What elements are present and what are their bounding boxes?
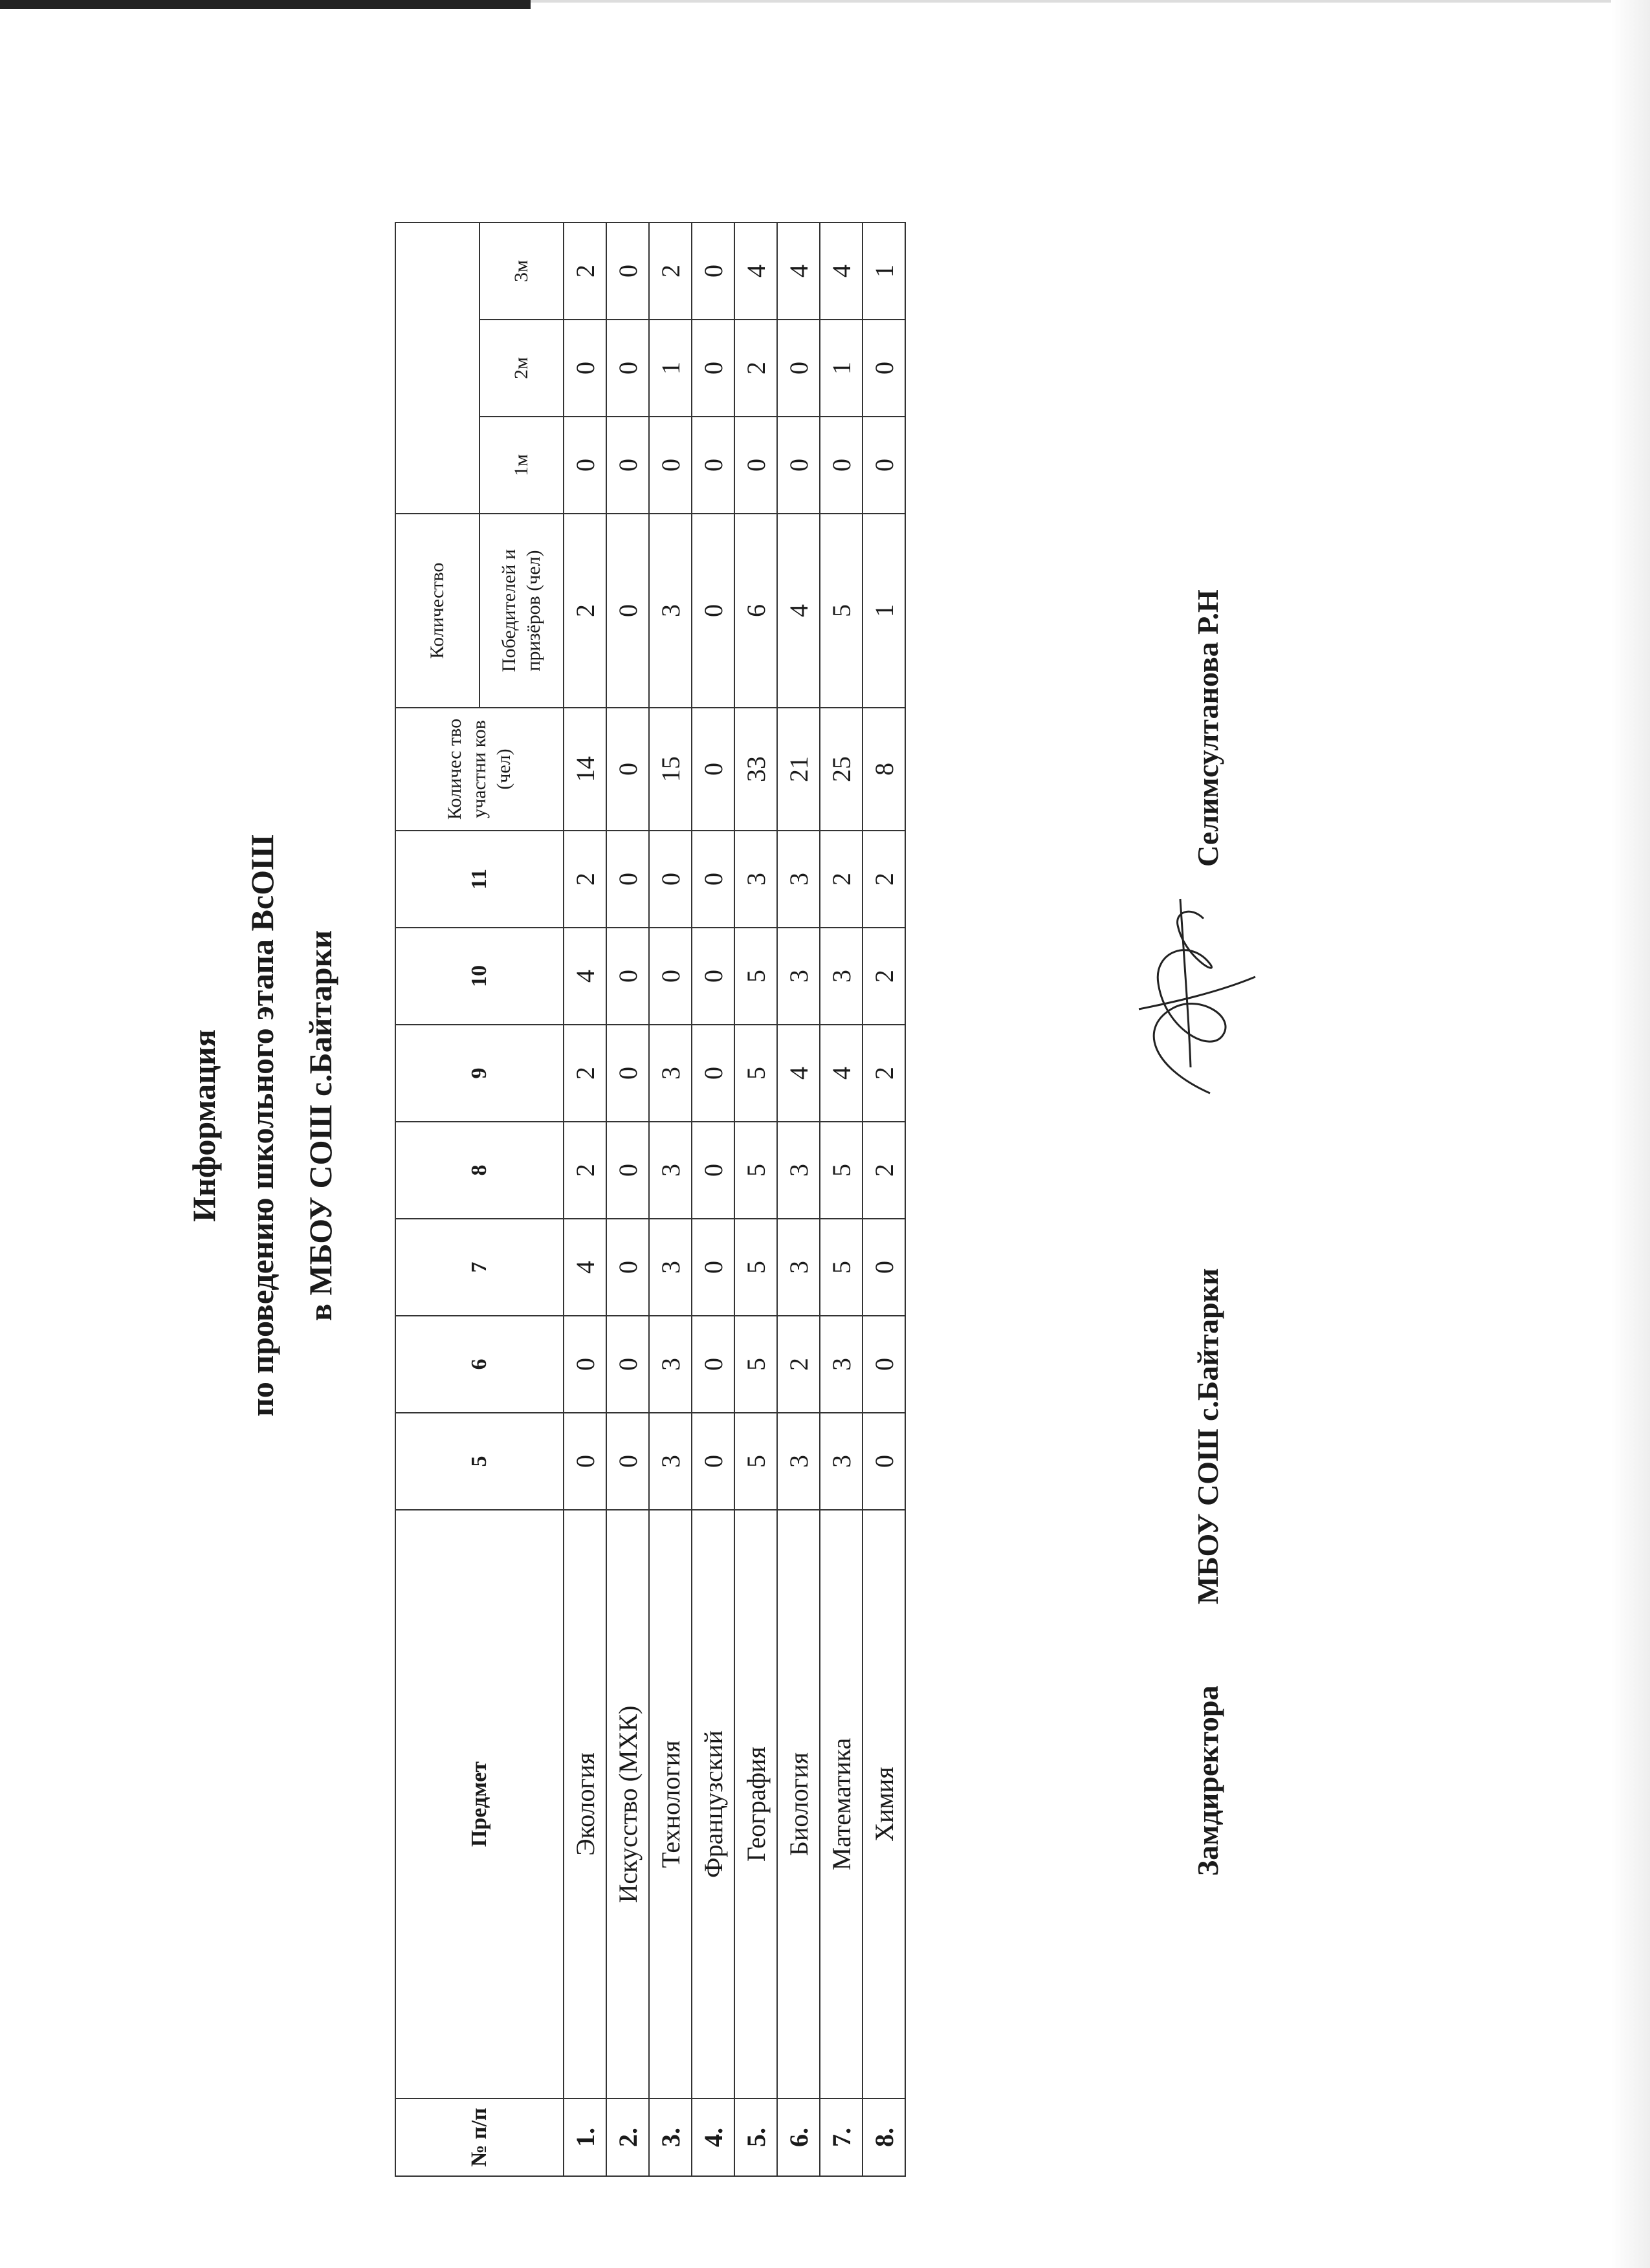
table-row	[777, 223, 820, 2176]
row-number: 5.	[734, 2099, 777, 2176]
row-subject: Химия	[863, 1510, 905, 2099]
grade-count-cell: 3	[649, 1316, 692, 1413]
header-grade-6: 6	[395, 1316, 564, 1413]
header-grade-9: 9	[395, 1025, 564, 1122]
title-block	[175, 52, 349, 2199]
grade-count-cell: 0	[606, 1025, 649, 1122]
grade-count-cell: 0	[649, 928, 692, 1025]
scan-edge	[0, 0, 531, 9]
row-number: 6.	[777, 2099, 820, 2176]
winners-cell: 1	[863, 514, 905, 708]
header-place-1: 1м	[479, 417, 564, 514]
header-num: № п/п	[395, 2099, 564, 2176]
header-participants: Количес тво участни ков (чел)	[395, 708, 564, 831]
participants-cell: 14	[564, 708, 606, 831]
grade-count-cell: 0	[649, 831, 692, 928]
grade-count-cell: 2	[863, 1122, 905, 1219]
participants-cell: 0	[606, 708, 649, 831]
table-row	[564, 223, 606, 2176]
winners-cell: 5	[820, 514, 863, 708]
row-subject: Искусство (МХК)	[606, 1510, 649, 2099]
grade-count-cell: 5	[820, 1219, 863, 1316]
title-line-2: по проведению школьного этапа ВсОШ	[244, 834, 280, 1417]
table-row	[734, 223, 777, 2176]
place-cell: 0	[606, 320, 649, 417]
grade-count-cell: 0	[606, 1316, 649, 1413]
grade-count-cell: 0	[863, 1219, 905, 1316]
grade-count-cell: 2	[777, 1316, 820, 1413]
participants-cell: 0	[692, 708, 734, 831]
header-subject: Предмет	[395, 1510, 564, 2099]
grade-count-cell: 0	[564, 1316, 606, 1413]
grade-count-cell: 3	[777, 1219, 820, 1316]
title-line-1: Информация	[186, 1029, 222, 1222]
footer-name: Селимсултанова Р.Н	[1191, 589, 1224, 867]
grade-count-cell: 5	[734, 928, 777, 1025]
participants-cell: 21	[777, 708, 820, 831]
place-cell: 0	[606, 417, 649, 514]
header-grade-5: 5	[395, 1413, 564, 1510]
grade-count-cell: 2	[863, 928, 905, 1025]
grade-count-cell: 2	[564, 831, 606, 928]
grade-count-cell: 0	[692, 1219, 734, 1316]
grade-count-cell: 0	[863, 1413, 905, 1510]
table-row	[649, 223, 692, 2176]
row-number: 2.	[606, 2099, 649, 2176]
grade-count-cell: 3	[820, 1316, 863, 1413]
row-number: 3.	[649, 2099, 692, 2176]
title-line-3: в МБОУ СОШ с.Байтарки	[302, 930, 338, 1322]
header-winners-sub: Победителей и призёров (чел)	[479, 514, 564, 708]
header-place-2: 2м	[479, 320, 564, 417]
header-winners-top: Количество	[395, 514, 479, 708]
grade-count-cell: 5	[734, 1413, 777, 1510]
place-cell: 0	[564, 417, 606, 514]
handwritten-signature	[1113, 893, 1268, 1106]
header-grade-8: 8	[395, 1122, 564, 1219]
grade-count-cell: 0	[692, 1025, 734, 1122]
grade-count-cell: 0	[606, 831, 649, 928]
results-table	[395, 222, 906, 2177]
row-subject: Экология	[564, 1510, 606, 2099]
scan-shade	[1611, 0, 1650, 2268]
place-cell: 0	[649, 417, 692, 514]
grade-count-cell: 0	[606, 928, 649, 1025]
row-number: 4.	[692, 2099, 734, 2176]
grade-count-cell: 4	[820, 1025, 863, 1122]
place-cell: 0	[606, 223, 649, 320]
winners-cell: 3	[649, 514, 692, 708]
place-cell: 0	[692, 417, 734, 514]
winners-cell: 0	[692, 514, 734, 708]
place-cell: 0	[777, 417, 820, 514]
grade-count-cell: 0	[692, 1316, 734, 1413]
place-cell: 0	[777, 320, 820, 417]
grade-count-cell: 5	[734, 1025, 777, 1122]
table-row	[820, 223, 863, 2176]
grade-count-cell: 3	[649, 1413, 692, 1510]
place-cell: 4	[734, 223, 777, 320]
place-cell: 1	[820, 320, 863, 417]
grade-count-cell: 0	[564, 1413, 606, 1510]
row-number: 7.	[820, 2099, 863, 2176]
grade-count-cell: 4	[564, 928, 606, 1025]
row-subject: География	[734, 1510, 777, 2099]
place-cell: 1	[863, 223, 905, 320]
grade-count-cell: 3	[820, 928, 863, 1025]
grade-count-cell: 2	[820, 831, 863, 928]
row-number: 1.	[564, 2099, 606, 2176]
row-number: 8.	[863, 2099, 905, 2176]
grade-count-cell: 4	[777, 1025, 820, 1122]
participants-cell: 25	[820, 708, 863, 831]
grade-count-cell: 2	[564, 1025, 606, 1122]
header-grade-11: 11	[395, 831, 564, 928]
grade-count-cell: 3	[777, 1122, 820, 1219]
grade-count-cell: 5	[734, 1122, 777, 1219]
grade-count-cell: 3	[820, 1413, 863, 1510]
header-places-blank	[395, 223, 479, 514]
scan-edge-light	[531, 0, 1650, 3]
place-cell: 1	[649, 320, 692, 417]
grade-count-cell: 2	[863, 1025, 905, 1122]
grade-count-cell: 3	[734, 831, 777, 928]
row-subject: Математика	[820, 1510, 863, 2099]
winners-cell: 0	[606, 514, 649, 708]
grade-count-cell: 5	[734, 1316, 777, 1413]
footer-org: МБОУ СОШ с.Байтарки	[1191, 1268, 1224, 1604]
table-row	[692, 223, 734, 2176]
place-cell: 2	[649, 223, 692, 320]
table-body	[564, 223, 905, 2176]
participants-cell: 8	[863, 708, 905, 831]
place-cell: 4	[820, 223, 863, 320]
table-row	[863, 223, 905, 2176]
winners-cell: 6	[734, 514, 777, 708]
table-row	[606, 223, 649, 2176]
place-cell: 0	[863, 417, 905, 514]
place-cell: 0	[820, 417, 863, 514]
winners-cell: 2	[564, 514, 606, 708]
participants-cell: 33	[734, 708, 777, 831]
header-grade-10: 10	[395, 928, 564, 1025]
grade-count-cell: 3	[649, 1219, 692, 1316]
header-place-3: 3м	[479, 223, 564, 320]
grade-count-cell: 5	[820, 1122, 863, 1219]
grade-count-cell: 4	[564, 1219, 606, 1316]
grade-count-cell: 0	[692, 1122, 734, 1219]
place-cell: 2	[564, 223, 606, 320]
grade-count-cell: 2	[863, 831, 905, 928]
footer-position: Замдиректора	[1191, 1685, 1224, 1876]
grade-count-cell: 5	[734, 1219, 777, 1316]
winners-cell: 4	[777, 514, 820, 708]
grade-count-cell: 0	[692, 831, 734, 928]
grade-count-cell: 0	[606, 1413, 649, 1510]
row-subject: Французский	[692, 1510, 734, 2099]
place-cell: 2	[734, 320, 777, 417]
grade-count-cell: 0	[863, 1316, 905, 1413]
document-page	[129, 52, 1359, 2199]
grade-count-cell: 0	[606, 1219, 649, 1316]
place-cell: 0	[564, 320, 606, 417]
grade-count-cell: 3	[777, 1413, 820, 1510]
place-cell: 0	[692, 223, 734, 320]
grade-count-cell: 3	[777, 831, 820, 928]
place-cell: 0	[692, 320, 734, 417]
grade-count-cell: 3	[649, 1025, 692, 1122]
participants-cell: 15	[649, 708, 692, 831]
grade-count-cell: 2	[564, 1122, 606, 1219]
header-grade-7: 7	[395, 1219, 564, 1316]
grade-count-cell: 0	[692, 1413, 734, 1510]
place-cell: 0	[863, 320, 905, 417]
grade-count-cell: 0	[692, 928, 734, 1025]
grade-count-cell: 0	[606, 1122, 649, 1219]
place-cell: 0	[734, 417, 777, 514]
grade-count-cell: 3	[777, 928, 820, 1025]
row-subject: Биология	[777, 1510, 820, 2099]
place-cell: 4	[777, 223, 820, 320]
row-subject: Технология	[649, 1510, 692, 2099]
grade-count-cell: 3	[649, 1122, 692, 1219]
